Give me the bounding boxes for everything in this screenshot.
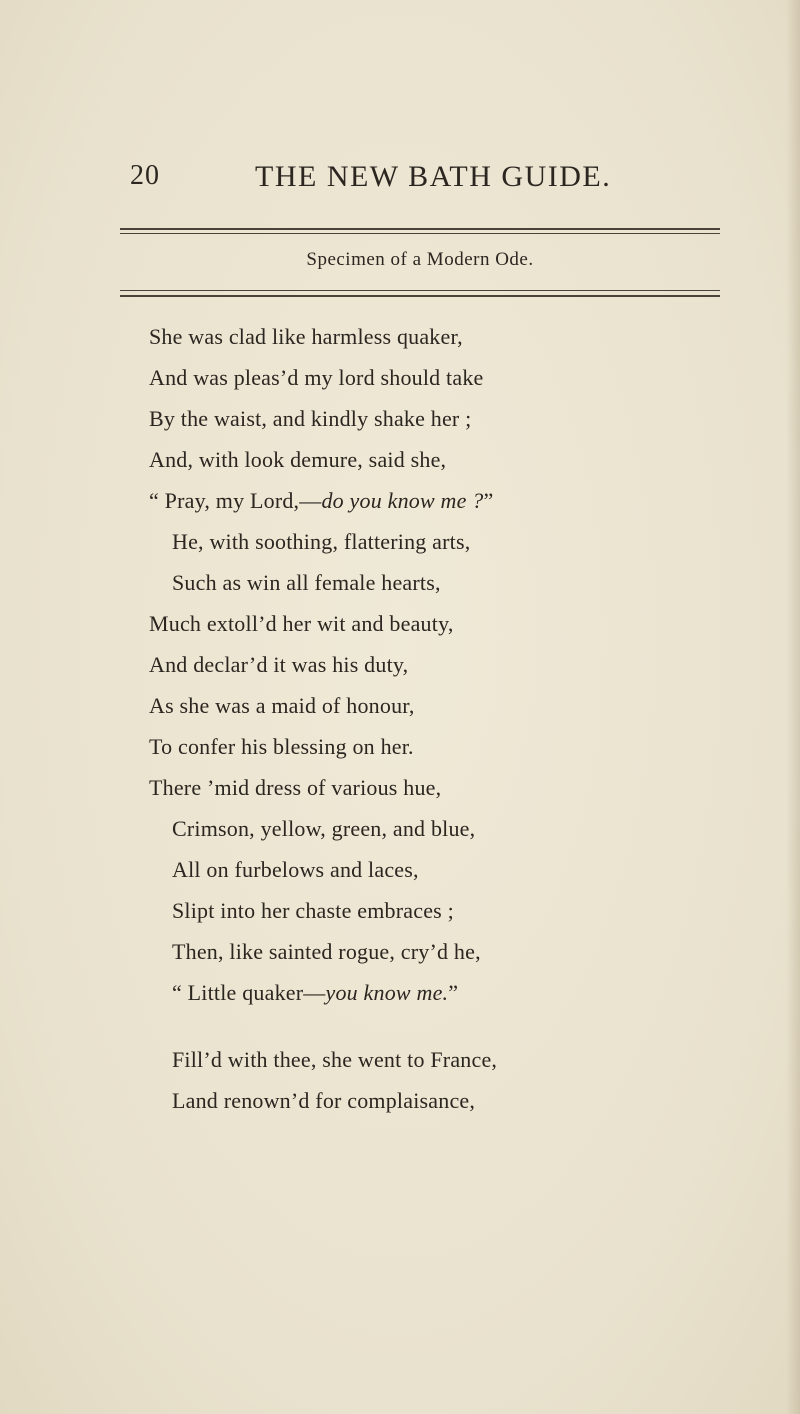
verse-line xyxy=(172,980,458,1006)
verse-text: ” xyxy=(483,488,494,513)
page-edge-shadow xyxy=(786,0,800,1414)
page-number: 20 xyxy=(130,160,160,191)
verse-italic-text: do you know me ? xyxy=(321,488,484,513)
verse-line: Fill’d with thee, she went to France, xyxy=(172,1047,498,1072)
verse-line xyxy=(149,488,493,514)
verse-line: All on furbelows and laces, xyxy=(172,857,419,882)
verse-line: And was pleas’d my lord should take xyxy=(149,365,484,390)
verse-line: And declar’d it was his duty, xyxy=(149,652,409,677)
verse-italic-text: you know me. xyxy=(325,980,449,1005)
verse-line: And, with look demure, said she, xyxy=(149,447,447,472)
verse-text: ” xyxy=(448,980,459,1005)
verse-text: “ Pray, my Lord,— xyxy=(149,488,322,513)
verse-line: Land renown’d for complaisance, xyxy=(172,1088,476,1113)
verse-line: Slipt into her chaste embraces ; xyxy=(172,898,454,923)
section-title: Specimen of a Modern Ode. xyxy=(306,249,534,270)
verse-line: By the waist, and kindly shake her ; xyxy=(149,406,472,431)
verse-line: Much extoll’d her wit and beauty, xyxy=(149,611,454,636)
verse-line: Then, like sainted rogue, cry’d he, xyxy=(172,939,481,964)
verse-line: He, with soothing, flattering arts, xyxy=(172,529,471,554)
verse-line: Crimson, yellow, green, and blue, xyxy=(172,816,476,841)
verse-text: “ Little quaker— xyxy=(172,980,326,1005)
book-title: THE NEW BATH GUIDE. xyxy=(255,160,612,193)
verse-line: To confer his blessing on her. xyxy=(149,734,414,759)
verse-line: She was clad like harmless quaker, xyxy=(149,324,463,349)
verse-line: As she was a maid of honour, xyxy=(149,693,415,718)
verse-line: There ’mid dress of various hue, xyxy=(149,775,442,800)
verse-line: Such as win all female hearts, xyxy=(172,570,441,595)
